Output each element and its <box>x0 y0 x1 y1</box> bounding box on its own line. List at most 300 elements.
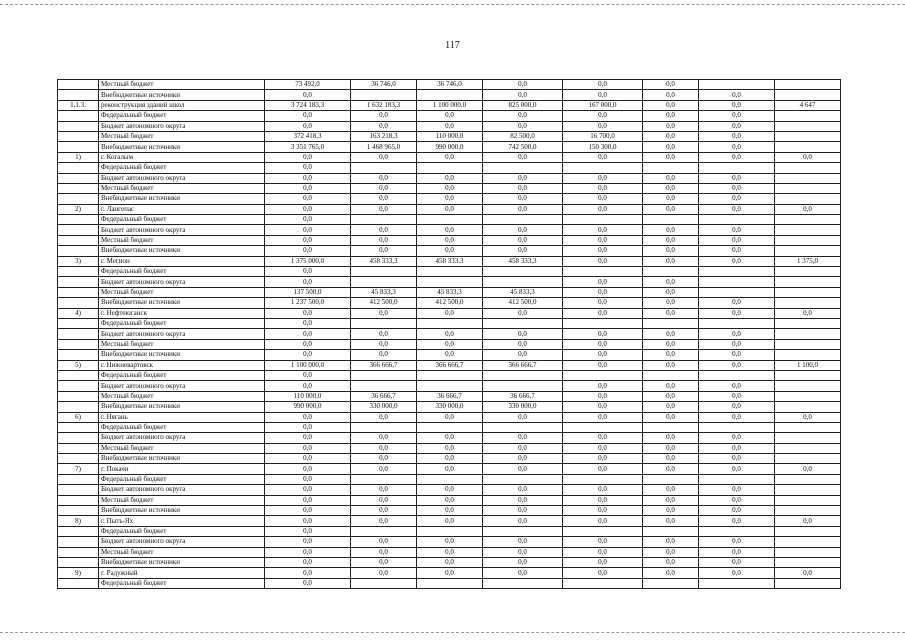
cell-year-1 <box>351 277 417 287</box>
scan-edge-top <box>0 4 905 5</box>
cell-year-5: 0,0 <box>643 557 699 567</box>
cell-item-number: 3) <box>58 256 99 266</box>
cell-year-4: 0,0 <box>563 121 643 131</box>
cell-item-number <box>58 454 99 464</box>
cell-year-5: 0,0 <box>643 225 699 235</box>
cell-item-number <box>58 215 99 225</box>
cell-year-6: 0,0 <box>699 464 775 474</box>
cell-year-1: 0,0 <box>351 121 417 131</box>
cell-item-name: Местный бюджет <box>99 339 265 349</box>
table-row <box>58 204 841 214</box>
cell-result-value <box>775 111 841 121</box>
cell-item-number <box>58 433 99 443</box>
cell-item-name: Местный бюджет <box>99 287 265 297</box>
cell-item-number <box>58 131 99 141</box>
cell-result-value: 1 375,0 <box>775 256 841 266</box>
cell-result-value <box>775 474 841 484</box>
cell-total: 3 724 183,3 <box>265 100 351 110</box>
cell-year-4 <box>563 215 643 225</box>
cell-result-value <box>775 485 841 495</box>
cell-result-value <box>775 578 841 588</box>
cell-year-6: 0,0 <box>699 121 775 131</box>
cell-year-2: 110 000,0 <box>417 131 483 141</box>
cell-year-1: 0,0 <box>351 225 417 235</box>
cell-item-number: 1.1.3. <box>58 100 99 110</box>
cell-year-6: 0,0 <box>699 381 775 391</box>
cell-year-2: 0,0 <box>417 537 483 547</box>
cell-year-2: 0,0 <box>417 329 483 339</box>
cell-year-1 <box>351 215 417 225</box>
cell-total: 0,0 <box>265 557 351 567</box>
cell-result-value <box>775 121 841 131</box>
cell-year-4: 0,0 <box>563 537 643 547</box>
cell-year-1: 0,0 <box>351 568 417 578</box>
cell-total: 0,0 <box>265 454 351 464</box>
cell-item-name: Внебюджетные источники <box>99 402 265 412</box>
cell-item-number: 6) <box>58 412 99 422</box>
cell-year-1 <box>351 318 417 328</box>
cell-total: 0,0 <box>265 173 351 183</box>
cell-year-6: 0,0 <box>699 183 775 193</box>
cell-item-number <box>58 142 99 152</box>
table-row <box>58 526 841 536</box>
cell-year-1: 0,0 <box>351 350 417 360</box>
cell-year-6: 0,0 <box>699 100 775 110</box>
cell-year-2: 0,0 <box>417 111 483 121</box>
table-row <box>58 516 841 526</box>
cell-item-name: Федеральный бюджет <box>99 318 265 328</box>
cell-year-6: 0,0 <box>699 402 775 412</box>
cell-year-5: 0,0 <box>643 402 699 412</box>
cell-result-value <box>775 277 841 287</box>
cell-result-value <box>775 246 841 256</box>
cell-year-3: 0,0 <box>483 183 563 193</box>
cell-total: 0,0 <box>265 277 351 287</box>
cell-item-name: Бюджет автономного округа <box>99 329 265 339</box>
cell-total: 0,0 <box>265 443 351 453</box>
cell-year-2: 0,0 <box>417 121 483 131</box>
cell-result-value: 0,0 <box>775 308 841 318</box>
cell-item-name: Бюджет автономного округа <box>99 277 265 287</box>
cell-year-6: 0,0 <box>699 547 775 557</box>
cell-year-3: 0,0 <box>483 173 563 183</box>
table-row <box>58 267 841 277</box>
cell-year-2 <box>417 318 483 328</box>
cell-year-4: 0,0 <box>563 111 643 121</box>
cell-year-3: 366 666,7 <box>483 360 563 370</box>
cell-item-name: Бюджет автономного округа <box>99 537 265 547</box>
cell-year-6 <box>699 215 775 225</box>
cell-year-2: 36 746,0 <box>417 80 483 90</box>
cell-year-1: 0,0 <box>351 557 417 567</box>
cell-year-6: 0,0 <box>699 225 775 235</box>
table-row <box>58 464 841 474</box>
cell-item-number <box>58 495 99 505</box>
cell-year-4: 0,0 <box>563 287 643 297</box>
cell-year-6 <box>699 422 775 432</box>
cell-year-4: 0,0 <box>563 308 643 318</box>
cell-year-3: 0,0 <box>483 547 563 557</box>
cell-result-value <box>775 370 841 380</box>
cell-year-2: 36 666,7 <box>417 391 483 401</box>
cell-item-name: Бюджет автономного округа <box>99 173 265 183</box>
cell-year-6: 0,0 <box>699 142 775 152</box>
cell-year-4: 0,0 <box>563 381 643 391</box>
cell-year-5 <box>643 215 699 225</box>
cell-item-name: Местный бюджет <box>99 235 265 245</box>
cell-total: 0,0 <box>265 547 351 557</box>
cell-year-6: 0,0 <box>699 495 775 505</box>
cell-year-6: 0,0 <box>699 90 775 100</box>
table-row <box>58 402 841 412</box>
cell-year-3: 742 500,0 <box>483 142 563 152</box>
cell-year-3: 0,0 <box>483 235 563 245</box>
cell-year-2: 0,0 <box>417 225 483 235</box>
cell-result-value: 0,0 <box>775 464 841 474</box>
cell-year-4: 0,0 <box>563 391 643 401</box>
cell-item-number <box>58 277 99 287</box>
cell-year-4: 0,0 <box>563 360 643 370</box>
cell-year-2: 0,0 <box>417 152 483 162</box>
cell-year-5: 0,0 <box>643 350 699 360</box>
cell-year-1 <box>351 381 417 391</box>
cell-item-name: г. Мегион <box>99 256 265 266</box>
cell-item-number: 1) <box>58 152 99 162</box>
cell-year-1 <box>351 526 417 536</box>
table-row <box>58 298 841 308</box>
cell-year-5: 0,0 <box>643 100 699 110</box>
table-row <box>58 391 841 401</box>
table-row <box>58 381 841 391</box>
cell-result-value <box>775 433 841 443</box>
cell-total: 0,0 <box>265 495 351 505</box>
cell-year-2: 0,0 <box>417 464 483 474</box>
cell-year-4: 0,0 <box>563 402 643 412</box>
cell-item-number <box>58 391 99 401</box>
cell-year-2: 0,0 <box>417 183 483 193</box>
cell-year-3 <box>483 381 563 391</box>
cell-year-4: 0,0 <box>563 433 643 443</box>
cell-item-number <box>58 578 99 588</box>
cell-total: 0,0 <box>265 474 351 484</box>
cell-item-number: 7) <box>58 464 99 474</box>
cell-year-2: 0,0 <box>417 308 483 318</box>
cell-result-value <box>775 235 841 245</box>
cell-year-3: 0,0 <box>483 537 563 547</box>
cell-year-6: 0,0 <box>699 454 775 464</box>
cell-item-name: Внебюджетные источники <box>99 194 265 204</box>
cell-year-1 <box>351 474 417 484</box>
cell-item-name: Бюджет автономного округа <box>99 121 265 131</box>
cell-year-1 <box>351 163 417 173</box>
table-row <box>58 194 841 204</box>
cell-year-6: 0,0 <box>699 412 775 422</box>
cell-item-name: реконструкция зданий школ <box>99 100 265 110</box>
cell-year-5: 0,0 <box>643 329 699 339</box>
cell-year-6 <box>699 474 775 484</box>
cell-year-4: 0,0 <box>563 225 643 235</box>
cell-year-5: 0,0 <box>643 433 699 443</box>
cell-year-3: 0,0 <box>483 339 563 349</box>
cell-item-name: Внебюджетные источники <box>99 350 265 360</box>
table-row <box>58 547 841 557</box>
cell-year-2: 0,0 <box>417 350 483 360</box>
cell-result-value <box>775 443 841 453</box>
cell-year-2 <box>417 526 483 536</box>
cell-item-name: Федеральный бюджет <box>99 474 265 484</box>
cell-total: 1 375 000,0 <box>265 256 351 266</box>
cell-item-name: Местный бюджет <box>99 547 265 557</box>
cell-year-6 <box>699 80 775 90</box>
cell-year-4: 0,0 <box>563 568 643 578</box>
cell-year-5: 0,0 <box>643 142 699 152</box>
cell-year-5: 0,0 <box>643 381 699 391</box>
table-row <box>58 318 841 328</box>
cell-year-4: 0,0 <box>563 204 643 214</box>
cell-item-number <box>58 318 99 328</box>
cell-year-6: 0,0 <box>699 173 775 183</box>
cell-year-1: 0,0 <box>351 173 417 183</box>
cell-total: 0,0 <box>265 225 351 235</box>
cell-item-name: Внебюджетные источники <box>99 506 265 516</box>
cell-year-6: 0,0 <box>699 537 775 547</box>
table-row <box>58 506 841 516</box>
cell-year-5: 0,0 <box>643 495 699 505</box>
cell-year-2: 0,0 <box>417 412 483 422</box>
cell-year-6: 0,0 <box>699 246 775 256</box>
cell-item-number <box>58 246 99 256</box>
cell-result-value <box>775 267 841 277</box>
table-row <box>58 287 841 297</box>
cell-item-name: Местный бюджет <box>99 443 265 453</box>
cell-year-3: 0,0 <box>483 152 563 162</box>
cell-year-2: 0,0 <box>417 506 483 516</box>
cell-total: 0,0 <box>265 318 351 328</box>
table-body <box>58 80 841 589</box>
table-row <box>58 568 841 578</box>
cell-total: 0,0 <box>265 464 351 474</box>
cell-year-5 <box>643 422 699 432</box>
cell-year-4: 0,0 <box>563 506 643 516</box>
cell-year-1 <box>351 370 417 380</box>
cell-year-5: 0,0 <box>643 506 699 516</box>
cell-total: 0,0 <box>265 152 351 162</box>
table-row <box>58 80 841 90</box>
cell-item-name: Бюджет автономного округа <box>99 433 265 443</box>
table-row <box>58 173 841 183</box>
cell-result-value <box>775 391 841 401</box>
cell-item-name: г. Нефтеюганск <box>99 308 265 318</box>
cell-total: 372 418,3 <box>265 131 351 141</box>
cell-year-3: 0,0 <box>483 557 563 567</box>
cell-item-number <box>58 370 99 380</box>
cell-result-value <box>775 381 841 391</box>
cell-year-2: 0,0 <box>417 443 483 453</box>
cell-year-2: 0,0 <box>417 339 483 349</box>
cell-year-4: 0,0 <box>563 298 643 308</box>
cell-result-value <box>775 298 841 308</box>
cell-year-6: 0,0 <box>699 235 775 245</box>
cell-year-3: 0,0 <box>483 246 563 256</box>
cell-year-5: 0,0 <box>643 308 699 318</box>
cell-year-2: 1 100 000,0 <box>417 100 483 110</box>
cell-item-number <box>58 90 99 100</box>
cell-year-2: 0,0 <box>417 194 483 204</box>
cell-year-1: 412 500,0 <box>351 298 417 308</box>
table-row <box>58 142 841 152</box>
cell-total: 0,0 <box>265 568 351 578</box>
cell-result-value <box>775 506 841 516</box>
cell-year-5: 0,0 <box>643 183 699 193</box>
table-row <box>58 100 841 110</box>
cell-year-4: 0,0 <box>563 464 643 474</box>
cell-item-number <box>58 474 99 484</box>
cell-year-3: 0,0 <box>483 412 563 422</box>
cell-year-3: 0,0 <box>483 225 563 235</box>
cell-year-2 <box>417 474 483 484</box>
cell-year-1: 0,0 <box>351 506 417 516</box>
table-row <box>58 474 841 484</box>
cell-year-1 <box>351 267 417 277</box>
page-number: 117 <box>445 40 460 51</box>
cell-item-name: г. Нягань <box>99 412 265 422</box>
cell-year-1 <box>351 422 417 432</box>
cell-year-5: 0,0 <box>643 121 699 131</box>
cell-total: 0,0 <box>265 215 351 225</box>
cell-year-5 <box>643 370 699 380</box>
cell-year-2 <box>417 267 483 277</box>
cell-year-6 <box>699 287 775 297</box>
cell-year-3 <box>483 215 563 225</box>
cell-total: 0,0 <box>265 506 351 516</box>
cell-item-number: 8) <box>58 516 99 526</box>
cell-year-2: 0,0 <box>417 433 483 443</box>
cell-total: 0,0 <box>265 308 351 318</box>
cell-item-number <box>58 80 99 90</box>
cell-year-4 <box>563 318 643 328</box>
cell-item-number <box>58 267 99 277</box>
cell-item-number <box>58 121 99 131</box>
cell-year-1: 458 333,3 <box>351 256 417 266</box>
cell-item-number: 2) <box>58 204 99 214</box>
cell-result-value <box>775 225 841 235</box>
cell-result-value <box>775 402 841 412</box>
cell-item-number <box>58 183 99 193</box>
cell-item-name: Федеральный бюджет <box>99 526 265 536</box>
cell-year-5: 0,0 <box>643 131 699 141</box>
cell-year-6: 0,0 <box>699 204 775 214</box>
cell-item-name: г. Радужный <box>99 568 265 578</box>
cell-year-6: 0,0 <box>699 256 775 266</box>
cell-year-1: 0,0 <box>351 235 417 245</box>
cell-year-4 <box>563 526 643 536</box>
cell-result-value <box>775 287 841 297</box>
scan-edge-bottom <box>0 632 905 633</box>
cell-year-6: 0,0 <box>699 360 775 370</box>
cell-item-name: Федеральный бюджет <box>99 422 265 432</box>
cell-item-number <box>58 547 99 557</box>
cell-item-name: Федеральный бюджет <box>99 370 265 380</box>
cell-year-2: 458 333,3 <box>417 256 483 266</box>
cell-year-2 <box>417 277 483 287</box>
cell-year-5: 0,0 <box>643 547 699 557</box>
cell-item-number <box>58 111 99 121</box>
cell-year-3: 0,0 <box>483 350 563 360</box>
cell-year-1: 330 000,0 <box>351 402 417 412</box>
cell-year-1: 0,0 <box>351 547 417 557</box>
cell-item-name: Местный бюджет <box>99 80 265 90</box>
cell-year-3: 825 000,0 <box>483 100 563 110</box>
cell-year-6 <box>699 370 775 380</box>
cell-year-6 <box>699 267 775 277</box>
cell-year-2: 0,0 <box>417 454 483 464</box>
cell-year-3: 0,0 <box>483 516 563 526</box>
cell-result-value <box>775 215 841 225</box>
cell-year-5: 0,0 <box>643 464 699 474</box>
cell-year-6: 0,0 <box>699 350 775 360</box>
table-row <box>58 256 841 266</box>
cell-total: 0,0 <box>265 578 351 588</box>
cell-year-5: 0,0 <box>643 391 699 401</box>
cell-result-value <box>775 557 841 567</box>
cell-year-3: 0,0 <box>483 121 563 131</box>
cell-year-3 <box>483 370 563 380</box>
table-row <box>58 246 841 256</box>
cell-year-4: 0,0 <box>563 90 643 100</box>
cell-year-1: 1 468 965,0 <box>351 142 417 152</box>
table-row <box>58 370 841 380</box>
cell-year-2: 0,0 <box>417 495 483 505</box>
cell-item-name: Федеральный бюджет <box>99 215 265 225</box>
cell-year-6: 0,0 <box>699 568 775 578</box>
cell-year-2 <box>417 422 483 432</box>
cell-year-3: 0,0 <box>483 485 563 495</box>
cell-result-value <box>775 173 841 183</box>
cell-item-number <box>58 381 99 391</box>
cell-year-5 <box>643 267 699 277</box>
cell-year-5: 0,0 <box>643 235 699 245</box>
cell-year-1: 0,0 <box>351 443 417 453</box>
table-row <box>58 215 841 225</box>
cell-year-4: 0,0 <box>563 329 643 339</box>
cell-year-3: 0,0 <box>483 443 563 453</box>
cell-item-number <box>58 287 99 297</box>
cell-year-1: 0,0 <box>351 339 417 349</box>
cell-total: 0,0 <box>265 235 351 245</box>
cell-year-3: 45 833,3 <box>483 287 563 297</box>
cell-result-value <box>775 131 841 141</box>
cell-year-3: 0,0 <box>483 568 563 578</box>
cell-year-4: 0,0 <box>563 339 643 349</box>
cell-item-name: г. Лангепас <box>99 204 265 214</box>
cell-item-name: Федеральный бюджет <box>99 111 265 121</box>
table-row <box>58 578 841 588</box>
cell-result-value <box>775 547 841 557</box>
cell-year-2 <box>417 381 483 391</box>
cell-year-3 <box>483 318 563 328</box>
cell-year-5 <box>643 318 699 328</box>
cell-year-4: 0,0 <box>563 454 643 464</box>
cell-item-name: Внебюджетные источники <box>99 298 265 308</box>
cell-year-1: 163 218,3 <box>351 131 417 141</box>
cell-total: 0,0 <box>265 163 351 173</box>
cell-year-2 <box>417 370 483 380</box>
cell-year-4: 0,0 <box>563 246 643 256</box>
cell-year-1: 0,0 <box>351 464 417 474</box>
table-row <box>58 163 841 173</box>
cell-total: 0,0 <box>265 350 351 360</box>
cell-year-3 <box>483 578 563 588</box>
